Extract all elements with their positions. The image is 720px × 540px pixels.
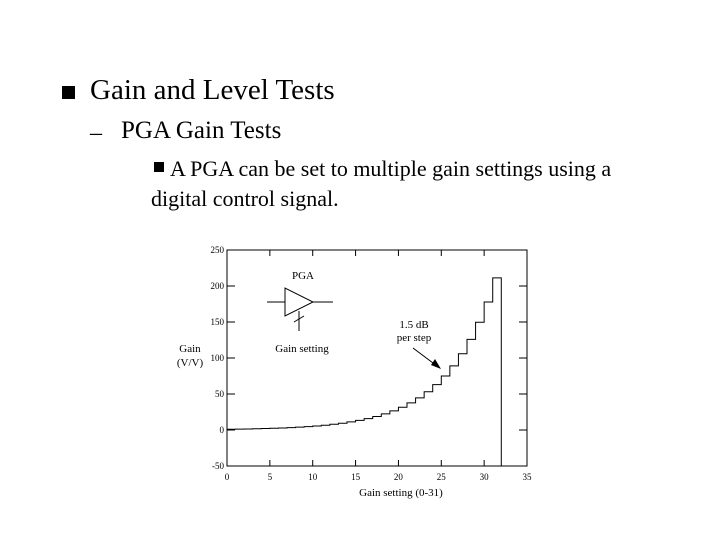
step-size-label-line1: 1.5 dB [399,319,429,331]
gain-step-line [227,278,501,466]
y-tick-label: 0 [219,425,224,435]
y-tick-label: 150 [210,317,224,327]
chart-ticks [177,245,532,499]
y-axis-label: Gain [179,343,201,355]
x-tick-label: 5 [267,472,273,482]
subheading-dash: – [90,120,102,146]
plot-border [227,250,527,466]
x-tick-label: 20 [393,472,403,482]
x-tick-label: 25 [436,472,446,482]
x-tick-label: 35 [522,472,532,482]
chart-frame [227,250,527,466]
x-axis-label: Gain setting (0-31) [359,487,443,499]
y-tick-label: 100 [210,353,224,363]
slide-heading: Gain and Level Tests [90,74,335,106]
y-tick-label: -50 [212,461,224,471]
y-axis-label: (V/V) [176,357,204,369]
arrowhead-icon [431,359,441,369]
slide-body-text: A PGA can be set to multiple gain settings using a digital control signal. [151,156,612,211]
gain-series [227,278,501,466]
step-size-label-line2: per step [396,332,432,344]
y-tick-label: 200 [210,281,224,291]
chart-annotations [267,270,441,369]
x-tick-label: 15 [351,472,361,482]
y-tick-label: 250 [210,245,224,255]
x-tick-label: 30 [479,472,489,482]
pga-label: PGA [291,270,315,282]
slide-subheading: PGA Gain Tests [121,117,282,144]
gain-setting-label: Gain setting [275,343,329,355]
x-tick-label: 10 [308,472,318,482]
x-tick-label: 0 [224,472,230,482]
y-tick-label: 50 [215,389,224,399]
